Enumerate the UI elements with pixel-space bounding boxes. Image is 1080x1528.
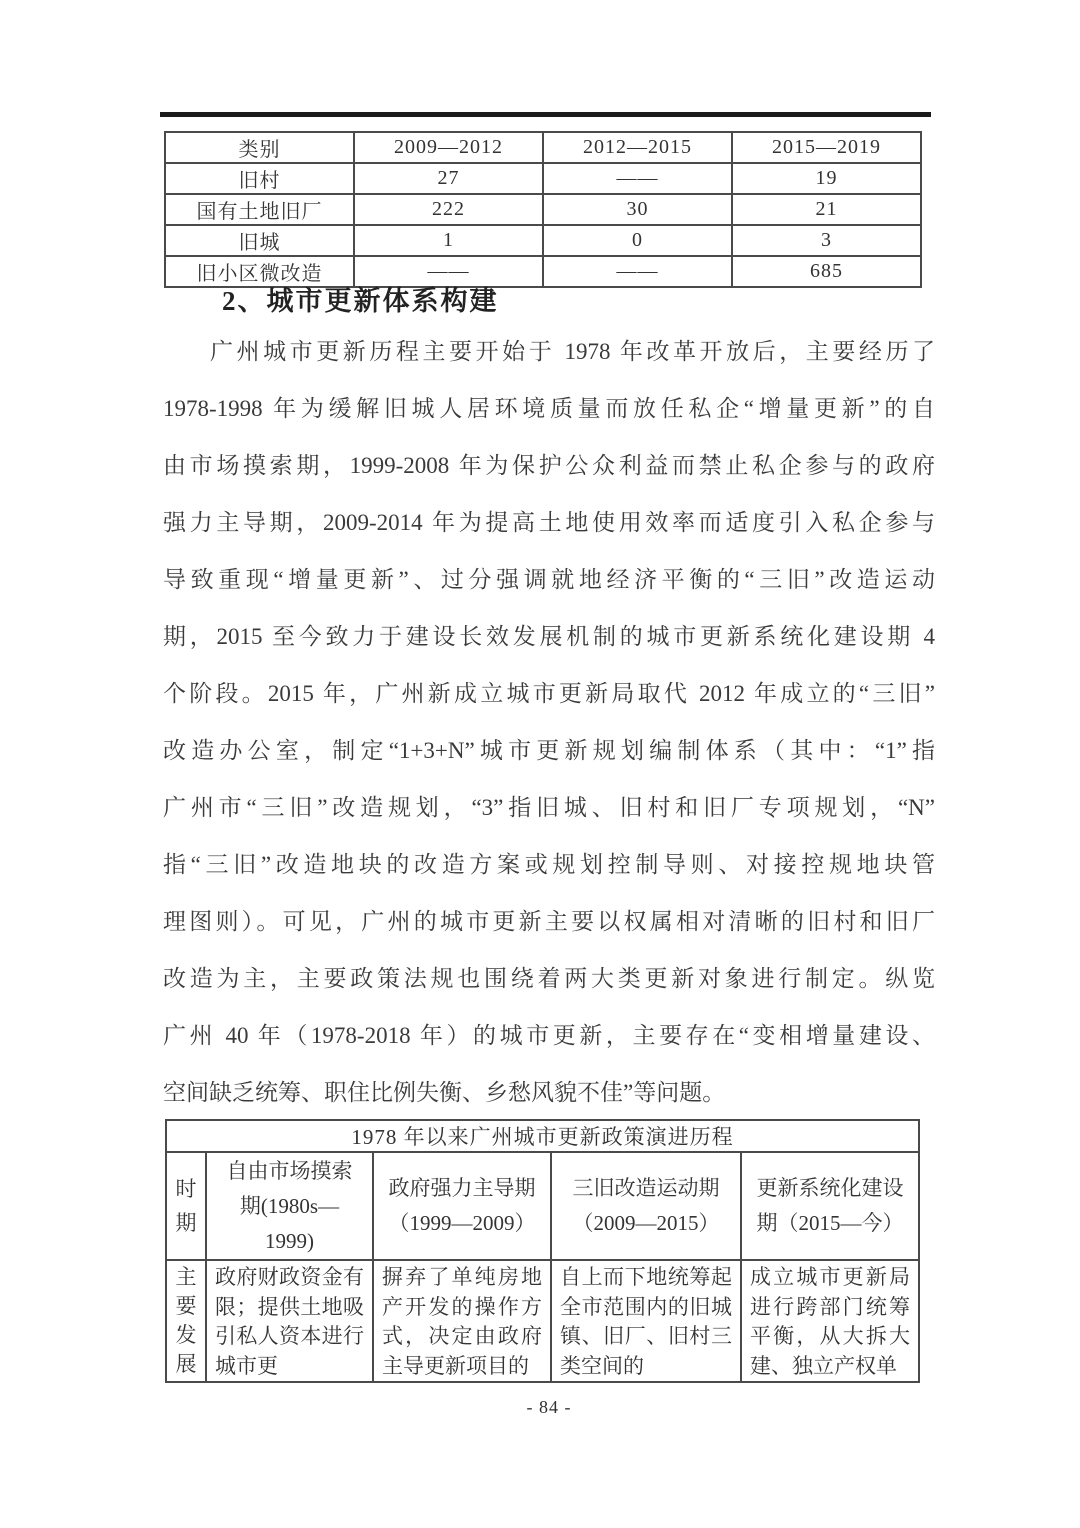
paragraph-line: 导致重现“增量更新”、过分强调就地经济平衡的“三旧”改造运动 [163,567,935,592]
table-cell: 摒弃了单纯房地产开发的操作方式，决定由政府主导更新项目的 [373,1260,551,1382]
table-cell: 27 [354,163,543,194]
column-header: 三旧改造运动期（2009—2015） [551,1152,741,1260]
table-cell: 19 [732,163,921,194]
paragraph-line: 改造办公室，制定“1+3+N”城市更新规划编制体系（其中：“1”指 [163,738,935,763]
table-row [166,1260,919,1382]
column-header: 2012—2015 [543,132,732,163]
paragraph-line: 个阶段。2015 年，广州新成立城市更新局取代 2012 年成立的“三旧” [163,681,935,706]
paragraph-line: 广州市“三旧”改造规划，“3”指旧城、旧村和旧厂专项规划，“N” [163,795,935,820]
header-rule [160,112,931,117]
column-header: 自由市场摸索期(1980s—1999) [206,1152,373,1260]
table-cell: 21 [732,194,921,225]
table-title: 1978 年以来广州城市更新政策演进历程 [166,1120,919,1152]
paragraph-line: 广州 40 年（1978-2018 年）的城市更新，主要存在“变相增量建设、 [163,1023,935,1048]
row-label: 旧村 [165,163,354,194]
row-label: 旧小区微改造 [165,256,354,287]
column-header: 2015—2019 [732,132,921,163]
section-heading: 2、城市更新体系构建 [222,286,499,316]
table-row [165,163,921,194]
paragraph-line: 改造为主，主要政策法规也围绕着两大类更新对象进行制定。纵览 [163,966,935,991]
paragraph-line: 由市场摸索期，1999-2008 年为保护公众利益而禁止私企参与的政府 [163,453,935,478]
table-cell: 政府财政资金有限；提供土地吸引私人资本进行城市更 [206,1260,373,1382]
paragraph-line: 空间缺乏统筹、职住比例失衡、乡愁风貌不佳”等问题。 [163,1080,726,1105]
policy-evolution-table [165,1119,920,1383]
table-cell: 0 [543,225,732,256]
body-paragraph [163,323,935,1121]
paragraph-line: 理图则）。可见，广州的城市更新主要以权属相对清晰的旧村和旧厂 [163,909,935,934]
paragraph-line: 强力主导期，2009-2014 年为提高土地使用效率而适度引入私企参与 [163,510,935,535]
column-header: 更新系统化建设期（2015—今） [741,1152,919,1260]
column-header: 2009—2012 [354,132,543,163]
table-row [165,194,921,225]
paragraph-line: 1978-1998 年为缓解旧城人居环境质量而放任私企“增量更新”的自 [163,396,935,421]
row-group-label: 主要发展 [166,1260,206,1382]
renewal-projects-count-table [164,131,922,288]
table-cell: —— [543,163,732,194]
paragraph-line: 指“三旧”改造地块的改造方案或规划控制导则、对接控规地块管 [163,852,935,877]
table-title-row [166,1120,919,1152]
table-cell: 自上而下地统筹起全市范围内的旧城镇、旧厂、旧村三类空间的 [551,1260,741,1382]
table-cell: —— [543,256,732,287]
table-header-row [165,132,921,163]
table-cell: 3 [732,225,921,256]
table-row [165,225,921,256]
table-cell: 1 [354,225,543,256]
table-cell: —— [354,256,543,287]
column-header: 类别 [165,132,354,163]
table-cell: 685 [732,256,921,287]
paragraph-line: 广州城市更新历程主要开始于 1978 年改革开放后，主要经历了 [210,339,935,364]
table-cell: 30 [543,194,732,225]
table-cell: 成立城市更新局进行跨部门统筹平衡，从大拆大建、独立产权单 [741,1260,919,1382]
column-header: 政府强力主导期（1999—2009） [373,1152,551,1260]
table-header-row [166,1152,919,1260]
row-label: 旧城 [165,225,354,256]
row-group-label: 时期 [166,1152,206,1260]
row-label: 国有土地旧厂 [165,194,354,225]
table-cell: 222 [354,194,543,225]
paragraph-line: 期，2015 至今致力于建设长效发展机制的城市更新系统化建设期 4 [163,624,935,649]
page-number: - 84 - [526,1397,572,1417]
